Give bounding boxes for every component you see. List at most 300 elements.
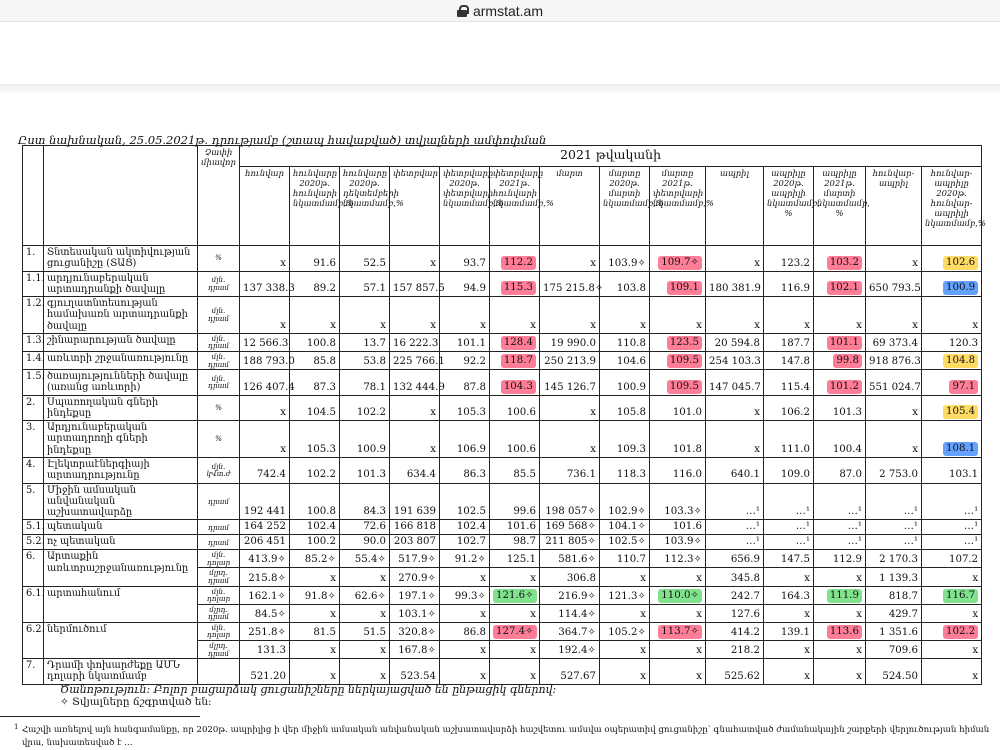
cell-value: 164.3 bbox=[780, 590, 810, 602]
table-cell bbox=[764, 395, 814, 421]
cell-value: x bbox=[590, 407, 596, 419]
cell-value: 818.7 bbox=[888, 590, 918, 602]
table-cell bbox=[540, 640, 600, 658]
cell-value: 191 639 bbox=[393, 506, 436, 518]
cell-value: 102.2 bbox=[356, 407, 386, 419]
row-number: 6. bbox=[23, 550, 44, 586]
cell-value: x bbox=[280, 443, 286, 455]
cell-value: x bbox=[640, 572, 646, 584]
cell-value: 198 057✧ bbox=[545, 506, 596, 518]
cell-value: x bbox=[912, 443, 918, 455]
cell-value: 413.9✧ bbox=[248, 554, 286, 566]
cell-value: 101.0 bbox=[672, 407, 702, 419]
table-cell bbox=[706, 535, 764, 550]
table-cell bbox=[290, 568, 340, 586]
table-cell bbox=[814, 351, 866, 369]
table-cell bbox=[600, 351, 650, 369]
row-unit: մլրդ. դրամ bbox=[198, 568, 240, 586]
cell-value-highlighted: 109.5 bbox=[667, 380, 702, 394]
cell-value-highlighted: 97.1 bbox=[949, 380, 978, 394]
row-unit: մլրդ. դրամ bbox=[198, 640, 240, 658]
table-cell bbox=[440, 550, 490, 568]
cell-value: 175 215.8✧ bbox=[543, 283, 604, 295]
table-cell bbox=[866, 550, 922, 568]
cell-value: 16 222.3 bbox=[393, 337, 439, 349]
table-cell bbox=[490, 421, 540, 458]
table-cell bbox=[390, 457, 440, 483]
table-cell bbox=[490, 604, 540, 622]
cell-value: 100.4 bbox=[832, 443, 862, 455]
table-cell bbox=[764, 351, 814, 369]
table-cell bbox=[866, 370, 922, 396]
table-cell bbox=[706, 659, 764, 685]
table-row bbox=[23, 246, 982, 272]
table-cell bbox=[706, 351, 764, 369]
table-row bbox=[23, 421, 982, 458]
table-cell bbox=[600, 271, 650, 297]
table-cell bbox=[490, 659, 540, 685]
header-year: 2021 թվականի bbox=[240, 146, 982, 167]
table-cell bbox=[390, 483, 440, 520]
cell-value-highlighted: 101.2 bbox=[827, 380, 862, 394]
cell-value: 206 451 bbox=[243, 536, 286, 548]
table-row bbox=[23, 483, 982, 520]
table-cell bbox=[290, 457, 340, 483]
table-cell bbox=[540, 271, 604, 297]
browser-address-bar[interactable] bbox=[0, 0, 1000, 22]
table-row bbox=[23, 351, 982, 369]
cell-value: 100.8 bbox=[306, 506, 336, 518]
cell-value: x bbox=[430, 257, 436, 269]
cell-value: x bbox=[380, 645, 386, 657]
table-cell bbox=[440, 520, 490, 535]
cell-value: x bbox=[972, 608, 979, 620]
table-cell bbox=[922, 271, 982, 297]
table-cell bbox=[240, 370, 295, 396]
table-row bbox=[23, 622, 982, 640]
row-number: 1.4. bbox=[23, 351, 44, 369]
column-header: մարտ bbox=[540, 167, 600, 246]
table-cell bbox=[390, 586, 440, 604]
table-cell bbox=[340, 351, 390, 369]
cell-value: 101.3 bbox=[356, 469, 386, 481]
cell-value: 90.0 bbox=[363, 536, 386, 548]
table-cell bbox=[814, 395, 866, 421]
table-cell bbox=[490, 395, 540, 421]
table-cell bbox=[290, 586, 340, 604]
table-cell bbox=[814, 333, 866, 351]
table-cell bbox=[600, 535, 650, 550]
cell-value: x bbox=[804, 608, 810, 620]
cell-value-highlighted: 104.8 bbox=[943, 354, 978, 368]
table-cell bbox=[764, 535, 814, 550]
lock-icon bbox=[457, 5, 467, 17]
table-cell bbox=[866, 604, 922, 622]
table-cell bbox=[814, 271, 866, 297]
cell-value: 1 351.6 bbox=[879, 626, 918, 638]
table-cell bbox=[814, 568, 866, 586]
cell-value: 102.2 bbox=[306, 469, 336, 481]
cell-value: 640.1 bbox=[730, 469, 760, 481]
table-cell bbox=[764, 457, 814, 483]
cell-value: 709.6 bbox=[888, 645, 918, 657]
row-label: արդյունաբերական արտադրանքի ծավալը bbox=[44, 271, 198, 297]
table-cell bbox=[240, 520, 290, 535]
table-cell bbox=[540, 535, 600, 550]
row-label: առևտրի շրջանառությունը bbox=[44, 351, 198, 369]
cell-value: 20 594.8 bbox=[714, 337, 760, 349]
table-cell bbox=[922, 370, 982, 396]
table-cell bbox=[390, 520, 440, 535]
cell-value: 125.1 bbox=[506, 554, 536, 566]
table-cell bbox=[600, 640, 650, 658]
table-cell bbox=[814, 421, 866, 458]
table-cell bbox=[866, 622, 922, 640]
cell-value: 78.1 bbox=[363, 381, 386, 393]
row-unit: մլն. դրամ bbox=[198, 351, 240, 369]
column-header: փետրվարը 2021թ. հունվարի նկատմամբ,% bbox=[490, 167, 540, 246]
column-header: մարտը 2020թ. մարտի նկատմամբ,% bbox=[600, 167, 650, 246]
cell-value: 114.4✧ bbox=[558, 608, 596, 620]
cell-value: 72.6 bbox=[363, 521, 386, 533]
table-cell bbox=[764, 297, 814, 334]
footnote-text: Հաշվի առնելով այն հանգամանքը, որ 2020թ. ապրիլից ի վեր միջին ամսական անվանական աշխատավարձի հաշվետու ամսվա օպերատիվ ցուցանիշը՝ գնահատված ժամանակային շարքերի վերլուծության հիման վրա, նախատեսված է ... bbox=[22, 725, 990, 748]
table-cell bbox=[600, 297, 650, 334]
cell-value: …¹ bbox=[963, 536, 979, 548]
note-label: Ծանոթություն: bbox=[60, 683, 151, 696]
cell-value: 106.2 bbox=[780, 407, 810, 419]
row-label: Սպառողական գների ինդեքսը bbox=[44, 395, 198, 421]
table-cell bbox=[650, 457, 706, 483]
cell-value: x bbox=[590, 257, 596, 269]
table-row bbox=[23, 395, 982, 421]
footnote bbox=[0, 724, 1000, 750]
cell-value: 92.2 bbox=[463, 356, 486, 368]
cell-value: 103.1 bbox=[948, 469, 979, 481]
row-unit: մլն. դոլար bbox=[198, 622, 240, 640]
table-cell bbox=[764, 246, 814, 272]
table-cell bbox=[440, 271, 490, 297]
cell-value-highlighted: 99.8 bbox=[833, 354, 862, 368]
cell-value: 254 103.3 bbox=[709, 356, 761, 368]
cell-value: 250 213.9 bbox=[544, 356, 596, 368]
table-cell bbox=[390, 271, 445, 297]
table-cell bbox=[390, 604, 440, 622]
table-cell bbox=[706, 421, 764, 458]
table-cell bbox=[240, 586, 290, 604]
cell-value: 104.1✧ bbox=[608, 521, 646, 533]
table-cell bbox=[814, 520, 866, 535]
cell-value: 53.8 bbox=[363, 356, 386, 368]
cell-value: 521.20 bbox=[250, 670, 286, 682]
cell-value: 147 045.7 bbox=[709, 381, 761, 393]
row-label: Միջին ամսական անվանական աշխատավարձը bbox=[44, 483, 198, 520]
table-cell bbox=[440, 604, 490, 622]
table-cell bbox=[540, 604, 600, 622]
table-cell bbox=[240, 421, 290, 458]
table-cell bbox=[340, 520, 390, 535]
row-unit: մլն. դրամ bbox=[198, 271, 240, 297]
cell-value: x bbox=[856, 608, 862, 620]
table-cell bbox=[340, 586, 390, 604]
header-unit: Չափի միավոր bbox=[198, 146, 240, 246]
table-cell bbox=[650, 604, 706, 622]
cell-value: 99.3✧ bbox=[454, 590, 486, 602]
table-cell bbox=[814, 297, 866, 334]
cell-value: 98.7 bbox=[513, 536, 536, 548]
cell-value-highlighted: 115.3 bbox=[501, 281, 536, 295]
cell-value: 2 753.0 bbox=[879, 469, 918, 481]
cell-value-highlighted: 102.2 bbox=[943, 625, 978, 639]
table-cell bbox=[490, 535, 540, 550]
cell-value: x bbox=[330, 670, 336, 682]
table-cell bbox=[290, 520, 340, 535]
cell-value-highlighted: 113.6 bbox=[827, 625, 862, 639]
table-cell bbox=[490, 622, 540, 640]
cell-value: …¹ bbox=[903, 536, 918, 548]
table-cell bbox=[650, 370, 706, 396]
cell-value-highlighted: 109.7✧ bbox=[658, 256, 702, 270]
table-cell bbox=[764, 586, 814, 604]
cell-value: 197.1✧ bbox=[398, 590, 436, 602]
cell-value: x bbox=[430, 319, 436, 331]
table-cell bbox=[650, 586, 706, 604]
cell-value: x bbox=[530, 572, 536, 584]
cell-value: 524.50 bbox=[882, 670, 918, 682]
row-number: 4. bbox=[23, 457, 44, 483]
table-cell bbox=[650, 622, 706, 640]
cell-value: 139.1 bbox=[780, 626, 810, 638]
cell-value: x bbox=[530, 645, 536, 657]
table-cell bbox=[922, 535, 982, 550]
cell-value: x bbox=[530, 608, 536, 620]
cell-value-highlighted: 128.4 bbox=[501, 336, 536, 350]
row-unit: մլն. դրամ bbox=[198, 370, 240, 396]
cell-value: 525.62 bbox=[724, 670, 760, 682]
table-cell bbox=[706, 483, 764, 520]
row-label: արտահանում bbox=[44, 586, 198, 622]
table-cell bbox=[814, 535, 866, 550]
table-cell bbox=[340, 568, 390, 586]
pdf-viewer-header bbox=[0, 22, 1000, 85]
row-label: ծառայությունների ծավալը (առանց առևտրի) bbox=[44, 370, 198, 396]
table-cell bbox=[922, 351, 982, 369]
row-unit: մլն. դոլար bbox=[198, 586, 240, 604]
cell-value: 105.8 bbox=[616, 407, 646, 419]
table-cell bbox=[814, 659, 866, 685]
document-title: Ըստ նախնական, 25.05.2021թ. դրությամբ (շտապ հավաքված) տվյալների ամփոփման bbox=[18, 133, 547, 147]
table-cell bbox=[650, 246, 706, 272]
table-cell bbox=[240, 351, 295, 369]
table-cell bbox=[600, 457, 650, 483]
row-unit: մլն. դրամ bbox=[198, 297, 240, 334]
row-unit: % bbox=[198, 395, 240, 421]
row-number: 1.2. bbox=[23, 297, 44, 334]
row-label: Տնտեսական ակտիվության ցուցանիշը (ՏԱՑ) bbox=[44, 246, 198, 272]
table-cell bbox=[390, 640, 440, 658]
cell-value: x bbox=[972, 319, 979, 331]
cell-value: 91.6 bbox=[313, 257, 336, 269]
cell-value: 99.6 bbox=[513, 506, 536, 518]
table-cell bbox=[600, 333, 650, 351]
cell-value: x bbox=[754, 257, 760, 269]
cell-value: 12 566.3 bbox=[243, 337, 289, 349]
cell-value-highlighted: 118.7 bbox=[501, 354, 536, 368]
cell-value: x bbox=[640, 608, 646, 620]
cell-value: 85.5 bbox=[513, 469, 536, 481]
column-header: ապրիլ bbox=[706, 167, 764, 246]
table-cell bbox=[390, 297, 440, 334]
cell-value: 105.2✧ bbox=[608, 626, 646, 638]
footnote-marker: 1 bbox=[14, 723, 19, 731]
row-number: 2. bbox=[23, 395, 44, 421]
cell-value: 218.2 bbox=[730, 645, 760, 657]
table-row bbox=[23, 550, 982, 568]
cell-value: x bbox=[590, 319, 596, 331]
cell-value: x bbox=[696, 645, 702, 657]
row-label: Արդյունաբերական արտադրողի գների ինդեքսը bbox=[44, 421, 198, 458]
table-cell bbox=[540, 297, 600, 334]
cell-value: 121.3✧ bbox=[608, 590, 646, 602]
cell-value: 105.3 bbox=[456, 407, 486, 419]
table-cell bbox=[922, 640, 982, 658]
table-cell bbox=[706, 395, 764, 421]
cell-value: …¹ bbox=[795, 536, 810, 548]
table-cell bbox=[706, 604, 764, 622]
header-empty-label bbox=[44, 146, 198, 246]
cell-value-highlighted: 121.6✧ bbox=[493, 589, 537, 603]
row-unit: մլրդ. դրամ bbox=[198, 604, 240, 622]
table-cell bbox=[706, 622, 764, 640]
table-cell bbox=[440, 586, 490, 604]
table-cell bbox=[340, 297, 390, 334]
cell-value: 104.5 bbox=[306, 407, 336, 419]
cell-value: 215.8✧ bbox=[248, 572, 286, 584]
cell-value: 110.8 bbox=[616, 337, 646, 349]
table-cell bbox=[390, 659, 440, 685]
cell-value: 102.5 bbox=[456, 506, 486, 518]
cell-value: 211 805✧ bbox=[545, 536, 596, 548]
cell-value: x bbox=[640, 670, 646, 682]
table-cell bbox=[650, 550, 706, 568]
cell-value: x bbox=[330, 572, 336, 584]
cell-value: x bbox=[330, 319, 336, 331]
cell-value: 100.6 bbox=[506, 407, 536, 419]
table-cell bbox=[290, 395, 340, 421]
cell-value-highlighted: 123.5 bbox=[667, 336, 702, 350]
table-cell bbox=[540, 586, 600, 604]
table-cell bbox=[706, 333, 764, 351]
cell-value: 242.7 bbox=[730, 590, 760, 602]
table-cell bbox=[814, 640, 866, 658]
adjusted-symbol-icon: ✧ bbox=[60, 696, 69, 708]
table-cell bbox=[922, 550, 982, 568]
note bbox=[60, 683, 556, 696]
table-cell bbox=[240, 568, 290, 586]
column-header: ապրիլը 2021թ. մարտի նկատմամբ, % bbox=[814, 167, 866, 246]
cell-value: 101.6 bbox=[672, 521, 702, 533]
table-cell bbox=[340, 370, 390, 396]
table-row bbox=[23, 271, 982, 297]
table-cell bbox=[290, 550, 340, 568]
cell-value: x bbox=[696, 670, 702, 682]
table-cell bbox=[600, 550, 650, 568]
table-cell bbox=[340, 421, 390, 458]
cell-value: 103.9✧ bbox=[608, 257, 646, 269]
cell-value: 101.1 bbox=[456, 337, 486, 349]
cell-value: x bbox=[804, 319, 810, 331]
cell-value: 101.6 bbox=[506, 521, 536, 533]
table-cell bbox=[814, 457, 866, 483]
cell-value: x bbox=[380, 670, 386, 682]
cell-value: 192.4✧ bbox=[558, 645, 596, 657]
table-cell bbox=[240, 395, 290, 421]
cell-value: 1 139.3 bbox=[879, 572, 918, 584]
table-cell bbox=[650, 535, 706, 550]
cell-value-highlighted: 112.2 bbox=[501, 256, 536, 270]
table-cell bbox=[390, 550, 440, 568]
cell-value: 103.9✧ bbox=[664, 536, 702, 548]
table-cell bbox=[706, 370, 764, 396]
table-cell bbox=[650, 568, 706, 586]
cell-value-highlighted: 100.9 bbox=[943, 281, 978, 295]
cell-value: 166 818 bbox=[393, 521, 436, 533]
table-cell bbox=[440, 333, 490, 351]
cell-value-highlighted: 101.1 bbox=[827, 336, 862, 350]
cell-value: 2 170.3 bbox=[879, 554, 918, 566]
table-cell bbox=[540, 370, 600, 396]
cell-value: x bbox=[804, 645, 810, 657]
cell-value: x bbox=[480, 608, 486, 620]
table-cell bbox=[600, 568, 650, 586]
table-cell bbox=[922, 395, 982, 421]
table-cell bbox=[290, 483, 340, 520]
column-header: հունվար bbox=[240, 167, 290, 246]
table-row bbox=[23, 333, 982, 351]
cell-value: x bbox=[530, 670, 536, 682]
cell-value: x bbox=[754, 443, 760, 455]
table-cell bbox=[866, 333, 922, 351]
cell-value-highlighted: 110.0✧ bbox=[658, 589, 702, 603]
table-cell bbox=[340, 271, 390, 297]
cell-value: 102.4 bbox=[306, 521, 336, 533]
cell-value: 86.3 bbox=[463, 469, 486, 481]
table-cell bbox=[340, 659, 390, 685]
cell-value: x bbox=[804, 572, 810, 584]
cell-value: 188 793.0 bbox=[243, 356, 295, 368]
cell-value: x bbox=[856, 670, 862, 682]
cell-value: 62.6✧ bbox=[354, 590, 386, 602]
cell-value: 656.9 bbox=[730, 554, 760, 566]
cell-value: …¹ bbox=[963, 506, 979, 518]
cell-value: 581.6✧ bbox=[558, 554, 596, 566]
cell-value: x bbox=[380, 572, 386, 584]
table-cell bbox=[290, 370, 340, 396]
table-cell bbox=[650, 333, 706, 351]
cell-value: 106.9 bbox=[456, 443, 486, 455]
cell-value: x bbox=[480, 645, 486, 657]
table-cell bbox=[706, 586, 764, 604]
row-unit: մլն. դրամ bbox=[198, 333, 240, 351]
table-cell bbox=[390, 333, 440, 351]
row-number: 6.2. bbox=[23, 622, 44, 658]
table-cell bbox=[650, 520, 706, 535]
table-cell bbox=[706, 568, 764, 586]
table-cell bbox=[540, 395, 600, 421]
table-cell bbox=[922, 622, 982, 640]
table-cell bbox=[764, 520, 814, 535]
table-cell bbox=[490, 586, 540, 604]
